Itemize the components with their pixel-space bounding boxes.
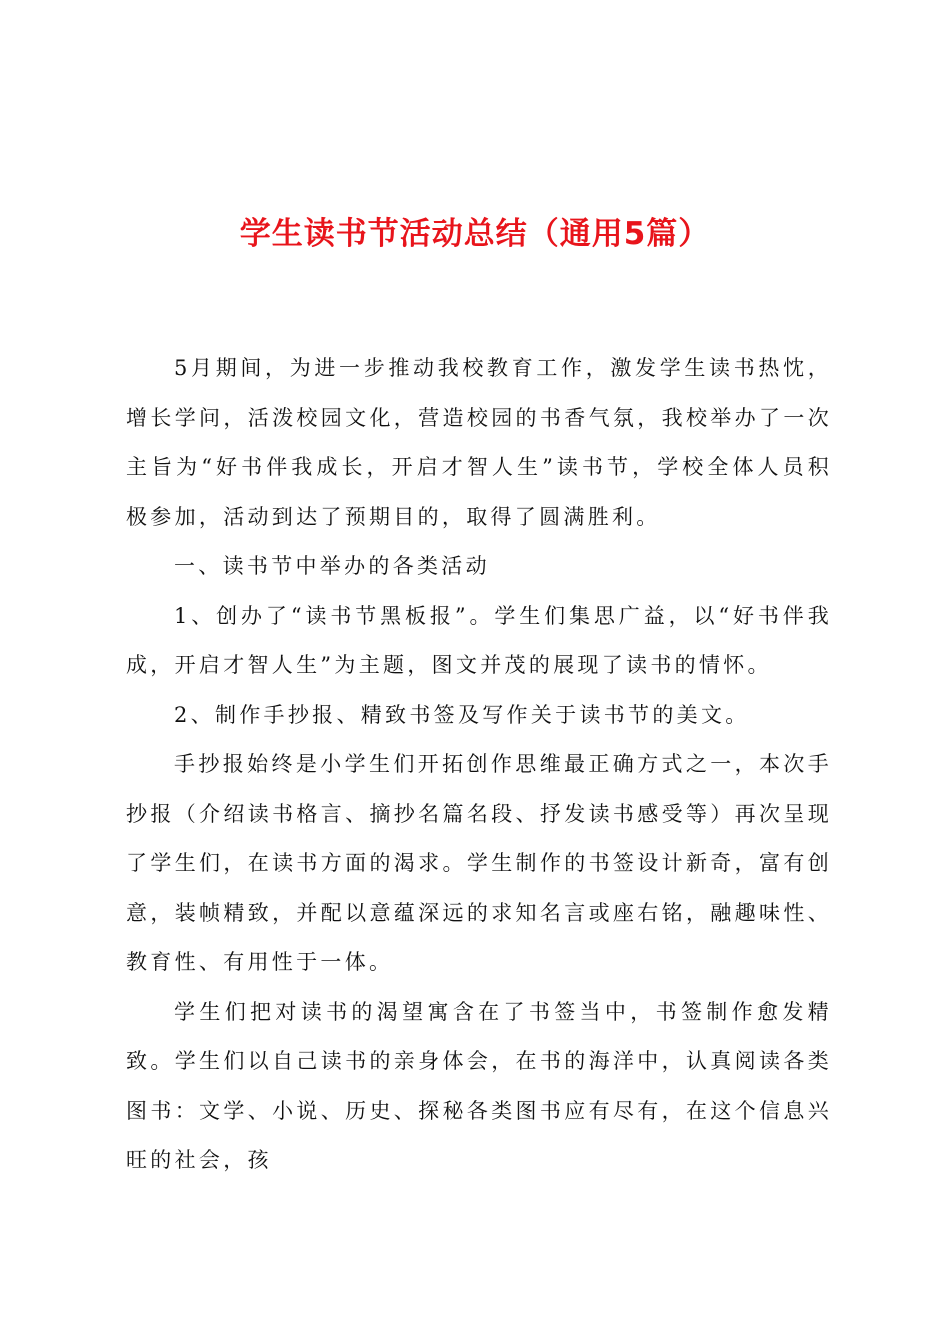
paragraph-item-2: 2、制作手抄报、精致书签及写作关于读书节的美文。 [174,702,750,727]
paragraph-intro: 5月期间，为进一步推动我校教育工作，激发学生读书热忱，增长学问，活泼校园文化，营造校园的书香气氛，我校举办了一次主旨为“好书伴我成长，开启才智人生”读书节，学校全体人员积极参加，活动到达了预期目的，取得了圆满胜利。 [126,356,832,529]
section-heading: 一、读书节中举办的各类活动 [174,554,490,578]
paragraph-bookmarks: 学生们把对读书的渴望寓含在了书签当中，书签制作愈发精致。学生们以自己读书的亲身体会，在书的海洋中，认真阅读各类图书：文学、小说、历史、探秘各类图书应有尽有，在这个信息兴旺的社会，孩 [126,999,832,1172]
document-title: 学生读书节活动总结（通用5篇） [239,216,711,252]
paragraph-item-1: 1、创办了“读书节黑板报”。学生们集思广益，以“好书伴我成，开启才智人生”为主题，图文并茂的展现了读书的情怀。 [126,603,832,677]
paragraph-handwritten-papers: 手抄报始终是小学生们开拓创作思维最正确方式之一，本次手抄报（介绍读书格言、摘抄名篇名段、抒发读书感受等）再次呈现了学生们，在读书方面的渴求。学生制作的书签设计新奇，富有创意，装帧精致，并配以意蕴深远的求知名言或座右铭，融趣味性、教育性、有用性于一体。 [126,752,832,974]
document-body [126,344,832,1186]
